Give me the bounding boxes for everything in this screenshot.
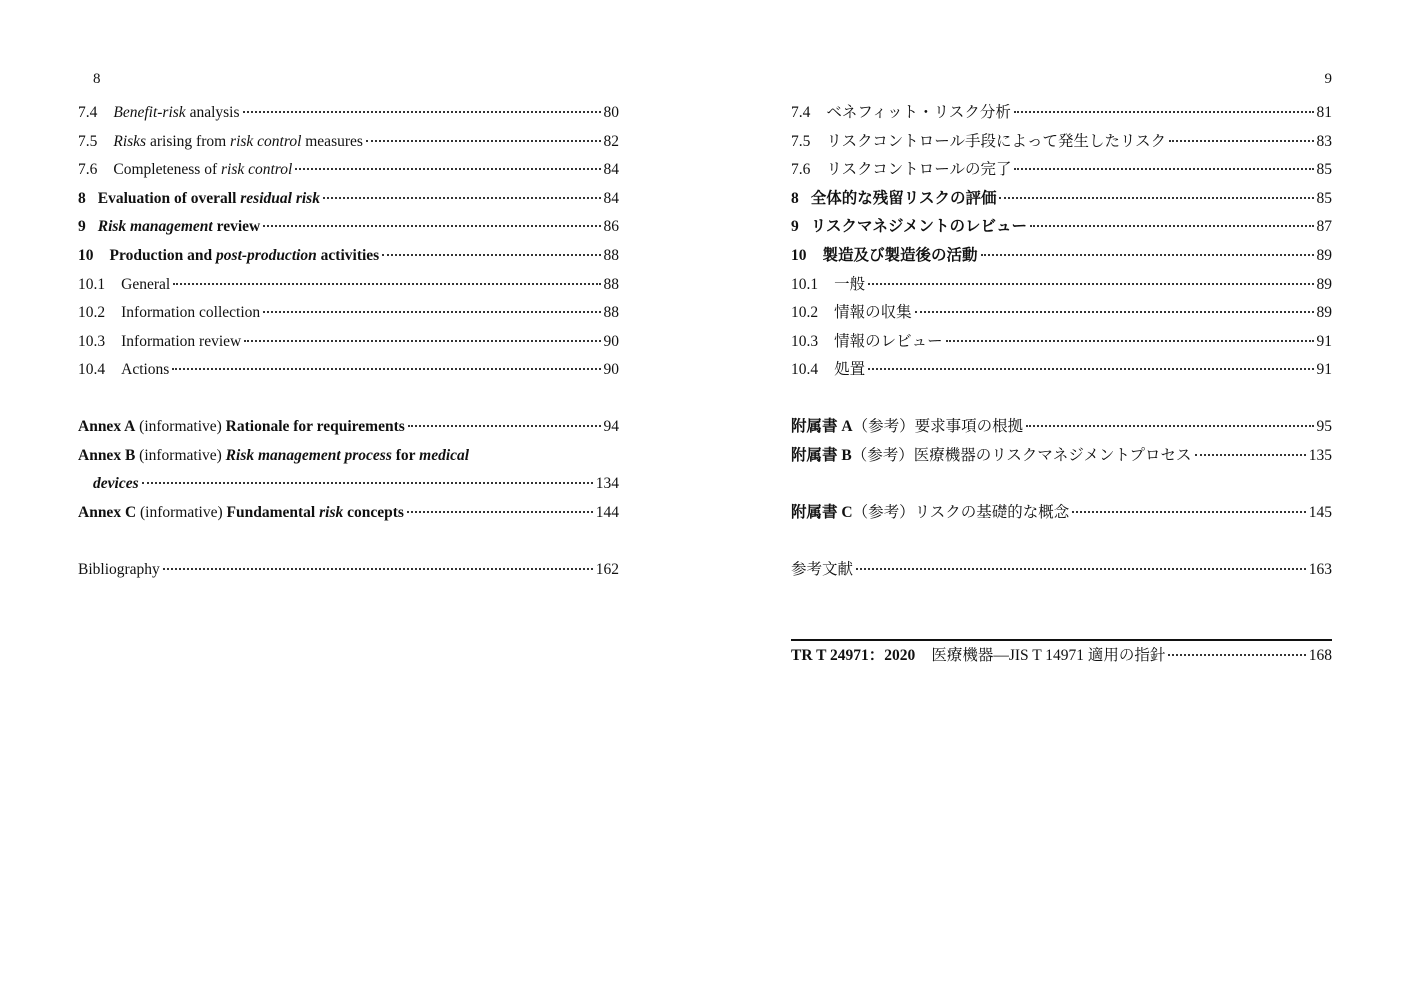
annex-type: (informative) <box>140 504 223 521</box>
page-ref: 84 <box>603 161 619 178</box>
annex-title: Rationale for requirements <box>225 418 405 435</box>
page-ref: 86 <box>603 218 619 235</box>
section-title: 情報の収集 <box>834 304 912 321</box>
toc-entry-9[interactable] <box>791 217 1332 237</box>
toc-bibliography[interactable] <box>78 560 619 580</box>
dot-leader <box>323 197 601 199</box>
section-title: 製造及び製造後の活動 <box>822 247 978 264</box>
section-title: Information review <box>121 333 242 350</box>
toc-entry-7-6[interactable] <box>791 160 1332 180</box>
section-number: 7.6 <box>78 161 98 178</box>
toc-annex-c[interactable] <box>791 503 1332 523</box>
annex-label: Annex C <box>78 504 137 521</box>
section-number: 7.4 <box>791 104 811 121</box>
section-number: 10.3 <box>791 333 819 350</box>
section-number: 7.5 <box>78 133 98 150</box>
page-ref: 85 <box>1316 190 1332 207</box>
section-number: 10.2 <box>78 304 106 321</box>
annex-title-continued: devices <box>93 475 139 492</box>
tr-title: 医療機器—JIS T 14971 適用の指針 <box>931 647 1166 664</box>
page-ref: 90 <box>603 333 619 350</box>
page-ref: 85 <box>1316 161 1332 178</box>
page-ref: 144 <box>595 504 619 521</box>
dot-leader <box>173 283 600 285</box>
section-title: 処置 <box>834 361 866 378</box>
annex-label: 附属書 C <box>791 504 853 521</box>
toc-entry-8[interactable] <box>78 189 619 209</box>
page-ref: 90 <box>603 361 619 378</box>
dot-leader <box>382 254 600 256</box>
page-ref: 80 <box>603 104 619 121</box>
section-number: 7.6 <box>791 161 811 178</box>
page-ref: 163 <box>1308 561 1332 578</box>
toc-annex-c[interactable] <box>78 503 619 523</box>
section-number: 9 <box>78 218 86 235</box>
dot-leader <box>163 568 593 570</box>
toc-bibliography[interactable] <box>791 560 1332 580</box>
page-ref: 162 <box>595 561 619 578</box>
annex-title: Risk management process for medical <box>225 447 470 464</box>
toc-entry-10[interactable] <box>78 246 619 266</box>
annex-title: 医療機器のリスクマネジメントプロセス <box>913 447 1192 464</box>
toc-annex-b[interactable] <box>78 446 619 466</box>
page-ref: 91 <box>1316 361 1332 378</box>
dot-leader <box>263 225 600 227</box>
dot-leader <box>366 140 601 142</box>
section-title: General <box>121 276 171 293</box>
bibliography-title: 参考文献 <box>791 561 854 578</box>
page-ref: 89 <box>1316 276 1332 293</box>
toc-entry-10[interactable] <box>791 246 1332 266</box>
toc-entry-9[interactable] <box>78 217 619 237</box>
toc-annex-a[interactable] <box>78 417 619 437</box>
dot-leader <box>243 111 601 113</box>
toc-entry-10-4[interactable] <box>78 360 619 380</box>
annex-title: リスクの基礎的な概念 <box>914 504 1070 521</box>
toc-entry-7-4[interactable] <box>791 103 1332 123</box>
toc-entry-10-3[interactable] <box>791 332 1332 352</box>
dot-leader <box>408 425 601 427</box>
section-title: 情報のレビュー <box>834 333 943 350</box>
page-ref: 95 <box>1316 418 1332 435</box>
page-number: 9 <box>1324 71 1332 87</box>
section-number: 10.3 <box>78 333 106 350</box>
tr-code: TR T 24971：2020 <box>791 647 916 664</box>
dot-leader <box>1030 225 1314 227</box>
page-ref: 83 <box>1316 133 1332 150</box>
section-number: 10.1 <box>78 276 106 293</box>
toc-entry-7-5[interactable] <box>78 132 619 152</box>
section-number: 8 <box>78 190 86 207</box>
annex-type: （参考） <box>852 418 915 435</box>
section-number: 10.4 <box>791 361 819 378</box>
section-title: 一般 <box>834 276 866 293</box>
section-number: 10.4 <box>78 361 106 378</box>
page-ref: 145 <box>1308 504 1332 521</box>
dot-leader <box>1195 454 1306 456</box>
toc-entry-8[interactable] <box>791 189 1332 209</box>
section-number: 10 <box>78 247 94 264</box>
page-ref: 81 <box>1316 104 1332 121</box>
section-title: Actions <box>121 361 170 378</box>
toc-entry-10-2[interactable] <box>78 303 619 323</box>
section-title: Completeness of risk control <box>113 161 293 178</box>
toc-entry-7-4[interactable] <box>78 103 619 123</box>
page-ref: 91 <box>1316 333 1332 350</box>
toc-entry-10-2[interactable] <box>791 303 1332 323</box>
dot-leader <box>1169 140 1313 142</box>
dot-leader <box>295 168 600 170</box>
annex-title: Fundamental risk concepts <box>226 504 404 521</box>
toc-entry-10-1[interactable] <box>78 275 619 295</box>
section-title: Evaluation of overall residual risk <box>97 190 320 207</box>
annex-type: （参考） <box>852 504 915 521</box>
section-number: 9 <box>791 218 799 235</box>
section-number: 8 <box>791 190 799 207</box>
dot-leader <box>946 340 1314 342</box>
page-ref: 135 <box>1308 447 1332 464</box>
dot-leader <box>868 283 1313 285</box>
dot-leader <box>1168 654 1305 656</box>
page-ref: 88 <box>603 247 619 264</box>
page-ref: 88 <box>603 276 619 293</box>
page-ref: 87 <box>1316 218 1332 235</box>
section-title: リスクコントロールの完了 <box>826 161 1012 178</box>
page-ref: 134 <box>595 475 619 492</box>
page-ref: 84 <box>603 190 619 207</box>
section-title: 全体的な残留リスクの評価 <box>810 190 997 207</box>
dot-leader <box>868 368 1313 370</box>
bibliography-title: Bibliography <box>78 561 160 578</box>
section-title: Information collection <box>121 304 261 321</box>
section-title: リスクコントロール手段によって発生したリスク <box>826 133 1167 150</box>
annex-label: Annex A <box>78 418 136 435</box>
section-title: Risks arising from risk control measures <box>113 133 363 150</box>
dot-leader <box>1014 111 1314 113</box>
dot-leader <box>981 254 1314 256</box>
toc-entry-7-6[interactable] <box>78 160 619 180</box>
section-title: ベネフィット・リスク分析 <box>826 104 1011 121</box>
dot-leader <box>244 340 600 342</box>
section-number: 7.5 <box>791 133 811 150</box>
annex-title: 要求事項の根拠 <box>914 418 1024 435</box>
toc-tr-entry[interactable] <box>791 646 1332 666</box>
dot-leader <box>915 311 1314 313</box>
dot-leader <box>1072 511 1305 513</box>
annex-label: 附属書 B <box>791 447 852 464</box>
dot-leader <box>856 568 1306 570</box>
section-number: 7.4 <box>78 104 98 121</box>
toc-annex-a[interactable] <box>791 417 1332 437</box>
annex-type: (informative) <box>139 447 222 464</box>
toc-entry-10-4[interactable] <box>791 360 1332 380</box>
page-ref: 89 <box>1316 247 1332 264</box>
annex-type: (informative) <box>139 418 222 435</box>
dot-leader <box>999 197 1313 199</box>
section-title: Benefit-risk analysis <box>113 104 240 121</box>
toc-entry-7-5[interactable] <box>791 132 1332 152</box>
page-number: 8 <box>93 71 101 87</box>
section-title: リスクマネジメントのレビュー <box>810 218 1027 235</box>
annex-label: Annex B <box>78 447 136 464</box>
dot-leader <box>172 368 600 370</box>
toc-annex-b-continued[interactable] <box>78 474 619 494</box>
toc-annex-b[interactable] <box>791 446 1332 466</box>
annex-label: 附属書 A <box>791 418 853 435</box>
dot-leader <box>1014 168 1313 170</box>
section-number: 10.1 <box>791 276 819 293</box>
dot-leader <box>1026 425 1313 427</box>
section-number: 10.2 <box>791 304 819 321</box>
annex-type: （参考） <box>851 447 914 464</box>
section-title: Risk management review <box>97 218 261 235</box>
page-ref: 88 <box>603 304 619 321</box>
section-title: Production and post-production activities <box>109 247 380 264</box>
toc-entry-10-3[interactable] <box>78 332 619 352</box>
toc-entry-10-1[interactable] <box>791 275 1332 295</box>
divider-rule <box>791 639 1332 641</box>
section-number: 10 <box>791 247 807 264</box>
page-ref: 94 <box>603 418 619 435</box>
page-ref: 89 <box>1316 304 1332 321</box>
page-ref: 168 <box>1308 647 1332 664</box>
page-ref: 82 <box>603 133 619 150</box>
dot-leader <box>263 311 600 313</box>
dot-leader <box>407 511 593 513</box>
dot-leader <box>142 482 593 484</box>
